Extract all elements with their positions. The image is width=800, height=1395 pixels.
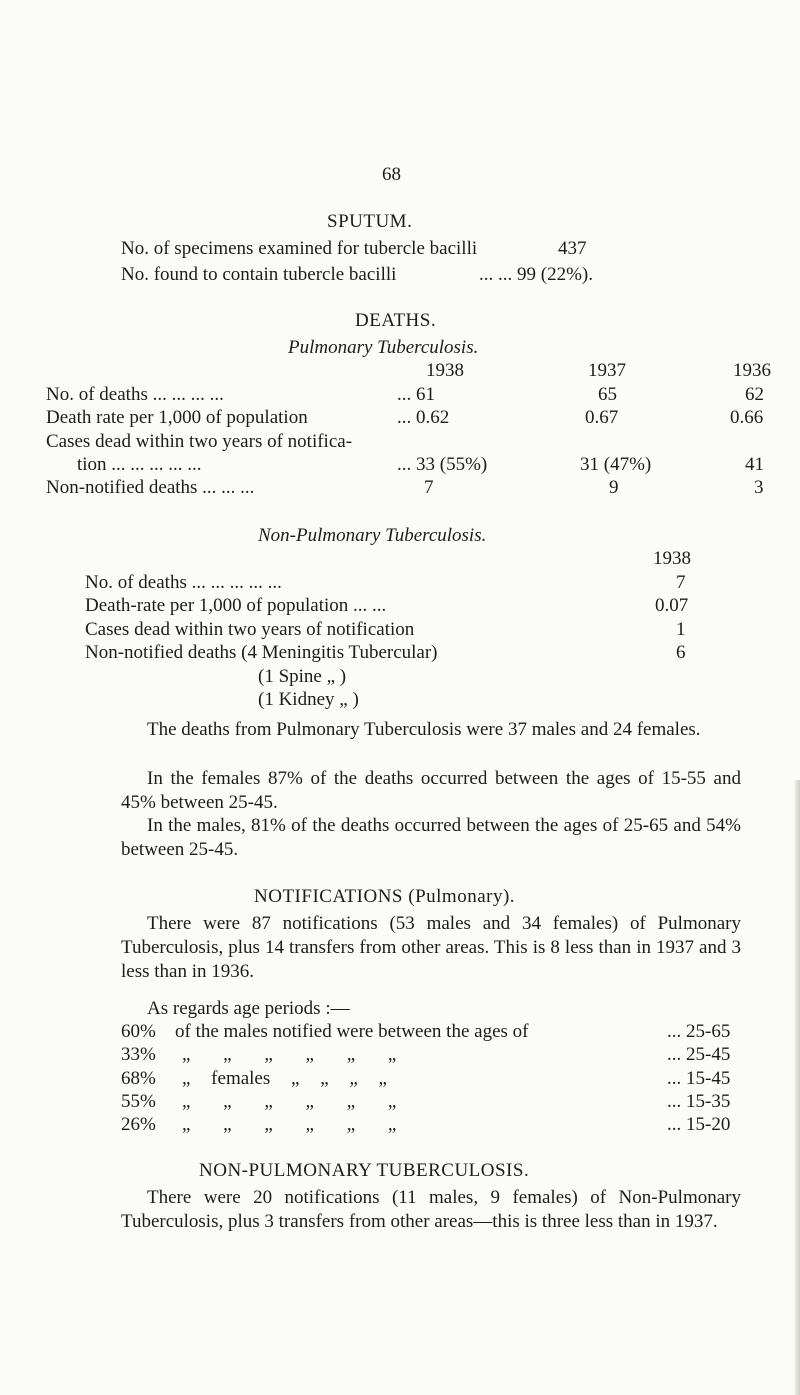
pulm-row-1936: 0.66 [730,407,764,428]
age-row-desc: „ „ „ „ „ „ [182,1044,397,1065]
non-pulmonary-tb-heading: NON-PULMONARY TUBERCULOSIS. [199,1160,530,1181]
non-pulm-row-value: 7 [676,572,686,593]
pulm-row-1937: 0.67 [585,407,619,428]
paragraph-notifications: There were 87 notifications (53 males and 34 females) of Pulmonary Tuberculosis, plus 14 transfers from other areas. This is 8 less than in 1937 and 3 less than in 1936. [121,913,741,982]
pulm-row-label: Death rate per 1,000 of population [46,407,308,428]
pulm-row-label: No. of deaths ... ... ... ... [46,384,224,405]
sputum-line2-label: No. found to contain tubercle bacilli [121,264,397,285]
pulmonary-subheading: Pulmonary Tuberculosis. [288,337,479,358]
non-pulm-sub-line: (1 Kidney „ ) [258,689,359,710]
age-row-range: ... 25-45 [667,1044,731,1065]
non-pulm-row-label: Cases dead within two years of notification [85,619,415,640]
year-1936: 1936 [733,360,771,381]
sputum-line1-label: No. of specimens examined for tubercle bacilli [121,238,478,259]
pulm-row-1938: ... 33 (55%) [397,454,488,475]
pulm-row-label: Cases dead within two years of notifica- [46,431,353,452]
non-pulm-row-value: 6 [676,642,686,663]
non-pulm-row-value: 1 [676,619,686,640]
non-pulm-row-label: No. of deaths ... ... ... ... ... [85,572,282,593]
age-row-desc: „ „ „ „ „ „ [182,1091,397,1112]
deaths-heading: DEATHS. [355,310,437,331]
notifications-heading: NOTIFICATIONS (Pulmonary). [254,886,516,907]
pulm-row-label: Non-notified deaths ... ... ... [46,477,255,498]
sputum-heading: SPUTUM. [327,211,413,232]
pulm-row-1938: ... 61 [397,384,435,405]
age-row-pct: 33% [121,1044,156,1065]
non-pulm-row-label: Non-notified deaths (4 Meningitis Tubercular) [85,642,438,663]
paragraph-males-ages: In the males, 81% of the deaths occurred between the ages of 25-65 and 54% between 25-45. [121,815,741,860]
age-row-desc: „ females „ „ „ „ [182,1068,387,1089]
pulm-row-1938: ... 0.62 [397,407,450,428]
pulm-row-1938: 7 [424,477,434,498]
age-row-range: ... 25-65 [667,1021,731,1042]
age-row-pct: 60% [121,1021,156,1042]
page-edge-shadow [794,780,800,1395]
non-pulm-row-value: 0.07 [655,595,689,616]
year-1938: 1938 [426,360,464,381]
pulm-row-label-cont: tion ... ... ... ... ... [77,454,202,475]
paragraph-deaths-sex: The deaths from Pulmonary Tuberculosis were 37 males and 24 females. [147,719,701,740]
age-row-pct: 26% [121,1114,156,1135]
age-row-pct: 68% [121,1068,156,1089]
non-pulmonary-subheading: Non-Pulmonary Tuberculosis. [258,525,487,546]
non-pulm-sub-line: (1 Spine „ ) [258,666,347,687]
paragraph-females-ages: In the females 87% of the deaths occurred between the ages of 15-55 and 45% between 25-45. [121,768,741,813]
page-number: 68 [382,164,401,185]
paragraph-non-pulmonary-tb: There were 20 notifications (11 males, 9 females) of Non-Pulmonary Tuberculosis, plus 3 transfers from other areas—this is three less than in 1937. [121,1187,741,1232]
pulm-row-1936: 3 [754,477,764,498]
pulm-row-1937: 65 [598,384,617,405]
age-row-range: ... 15-45 [667,1068,731,1089]
year-1937: 1937 [588,360,626,381]
pulm-row-1937: 9 [609,477,619,498]
age-row-range: ... 15-20 [667,1114,731,1135]
sputum-line2-value: ... ... 99 (22%). [479,264,593,285]
non-pulm-year: 1938 [653,548,691,569]
age-row-desc: „ „ „ „ „ „ [182,1114,397,1135]
age-row-desc: of the males notified were between the ages of [175,1021,529,1042]
age-row-range: ... 15-35 [667,1091,731,1112]
pulm-row-1936: 41 [745,454,764,475]
pulm-row-1937: 31 (47%) [580,454,652,475]
sputum-line1-value: 437 [558,238,587,259]
pulm-row-1936: 62 [745,384,764,405]
age-row-pct: 55% [121,1091,156,1112]
non-pulm-row-label: Death-rate per 1,000 of population ... ... [85,595,387,616]
age-intro: As regards age periods :— [147,998,350,1019]
